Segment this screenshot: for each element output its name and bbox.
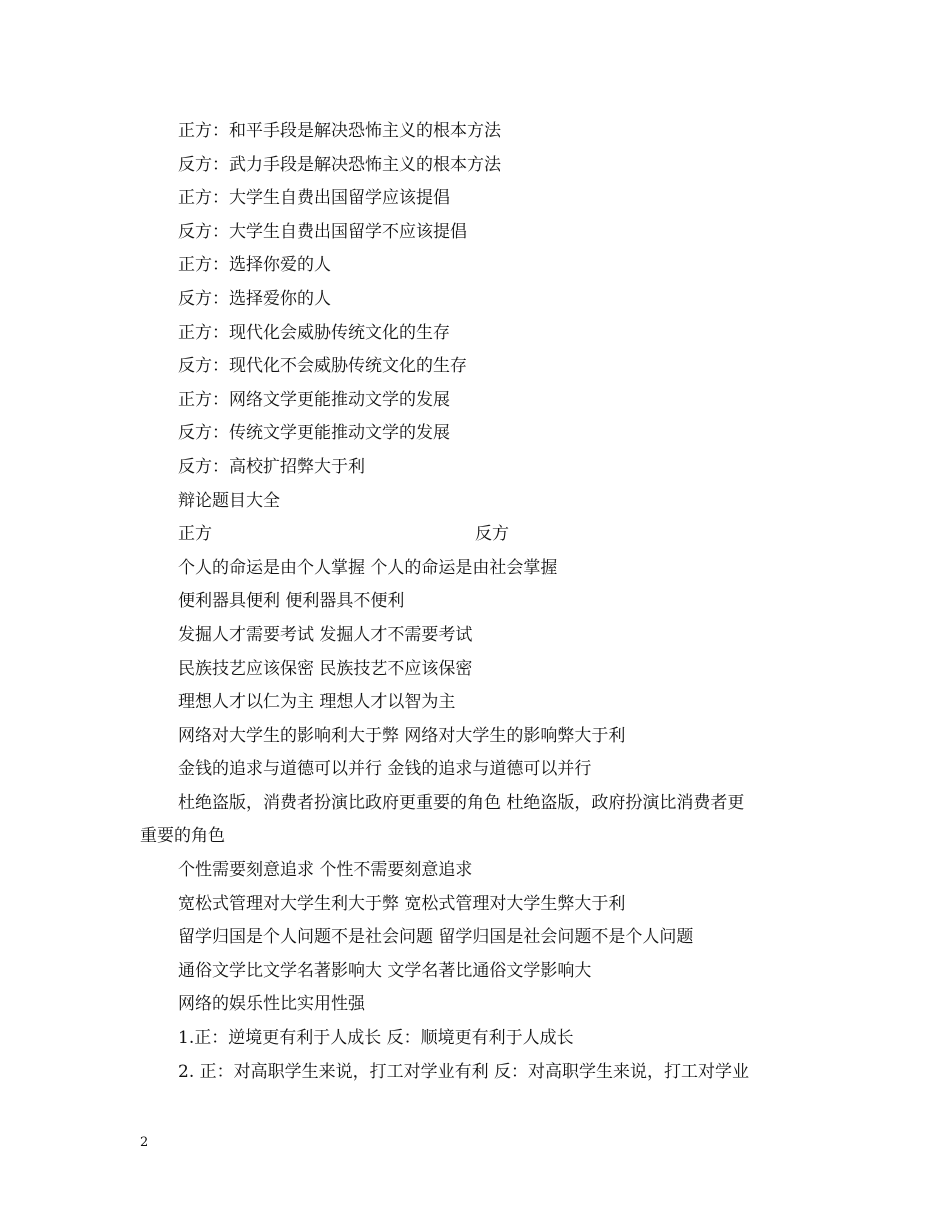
topic-line: 金钱的追求与道德可以并行 金钱的追求与道德可以并行 — [178, 759, 592, 780]
topic-line: 留学归国是个人问题不是社会问题 留学归国是社会问题不是个人问题 — [178, 927, 694, 948]
page-number: 2 — [140, 1135, 149, 1150]
text-line: 正方：选择你爱的人 — [178, 255, 331, 276]
topic-line: 网络的娱乐性比实用性强 — [178, 994, 365, 1015]
topic-line: 宽松式管理对大学生利大于弊 宽松式管理对大学生弊大于利 — [178, 893, 626, 914]
topic-line: 民族技艺应该保密 民族技艺不应该保密 — [178, 658, 473, 679]
body-text — [140, 117, 820, 1091]
numbered-topic-1: 1.正：逆境更有利于人成长 反：顺境更有利于人成长 — [178, 1028, 574, 1049]
topic-line: 便利器具便利 便利器具不便利 — [178, 591, 405, 612]
topic-line: 网络对大学生的影响利大于弊 网络对大学生的影响弊大于利 — [178, 725, 626, 746]
topic-line: 理想人才以仁为主 理想人才以智为主 — [178, 692, 456, 713]
topic-line: 个性需要刻意追求 个性不需要刻意追求 — [178, 860, 473, 881]
topic-line: 通俗文学比文学名著影响大 文学名著比通俗文学影响大 — [178, 960, 592, 981]
text-line: 正方：大学生自费出国留学应该提倡 — [178, 188, 450, 209]
topic-line-wrapped — [140, 789, 820, 856]
text-line: 反方：传统文学更能推动文学的发展 — [178, 423, 450, 444]
numbered-topic-2: 2. 正：对高职学生来说，打工对学业有利 反：对高职学生来说，打工对学业 — [178, 1061, 750, 1082]
text-line: 正方：和平手段是解决恐怖主义的根本方法 — [178, 121, 501, 141]
text-line: 反方：武力手段是解决恐怖主义的根本方法 — [178, 154, 501, 175]
text-line: 反方：大学生自费出国留学不应该提倡 — [178, 221, 467, 242]
text-line: 反方：高校扩招弊大于利 — [178, 456, 365, 477]
text-line: 正方：现代化会威胁传统文化的生存 — [178, 322, 450, 343]
column-header-row — [140, 520, 820, 554]
text-line: 反方：选择爱你的人 — [178, 288, 331, 309]
text-line: 正方：网络文学更能推动文学的发展 — [178, 389, 450, 410]
wrapped-line-continuation: 重要的角色 — [140, 826, 225, 847]
column-header-pro: 正方 — [178, 524, 212, 545]
topic-line: 个人的命运是由个人掌握 个人的命运是由社会掌握 — [178, 557, 558, 578]
wrapped-line-first: 杜绝盗版，消费者扮演比政府更重要的角色 杜绝盗版，政府扮演比消费者更 — [178, 792, 745, 813]
column-header-con: 反方 — [475, 524, 509, 545]
text-line: 反方：现代化不会威胁传统文化的生存 — [178, 356, 467, 377]
topic-line: 发掘人才需要考试 发掘人才不需要考试 — [178, 624, 473, 645]
section-heading: 辩论题目大全 — [178, 490, 280, 511]
